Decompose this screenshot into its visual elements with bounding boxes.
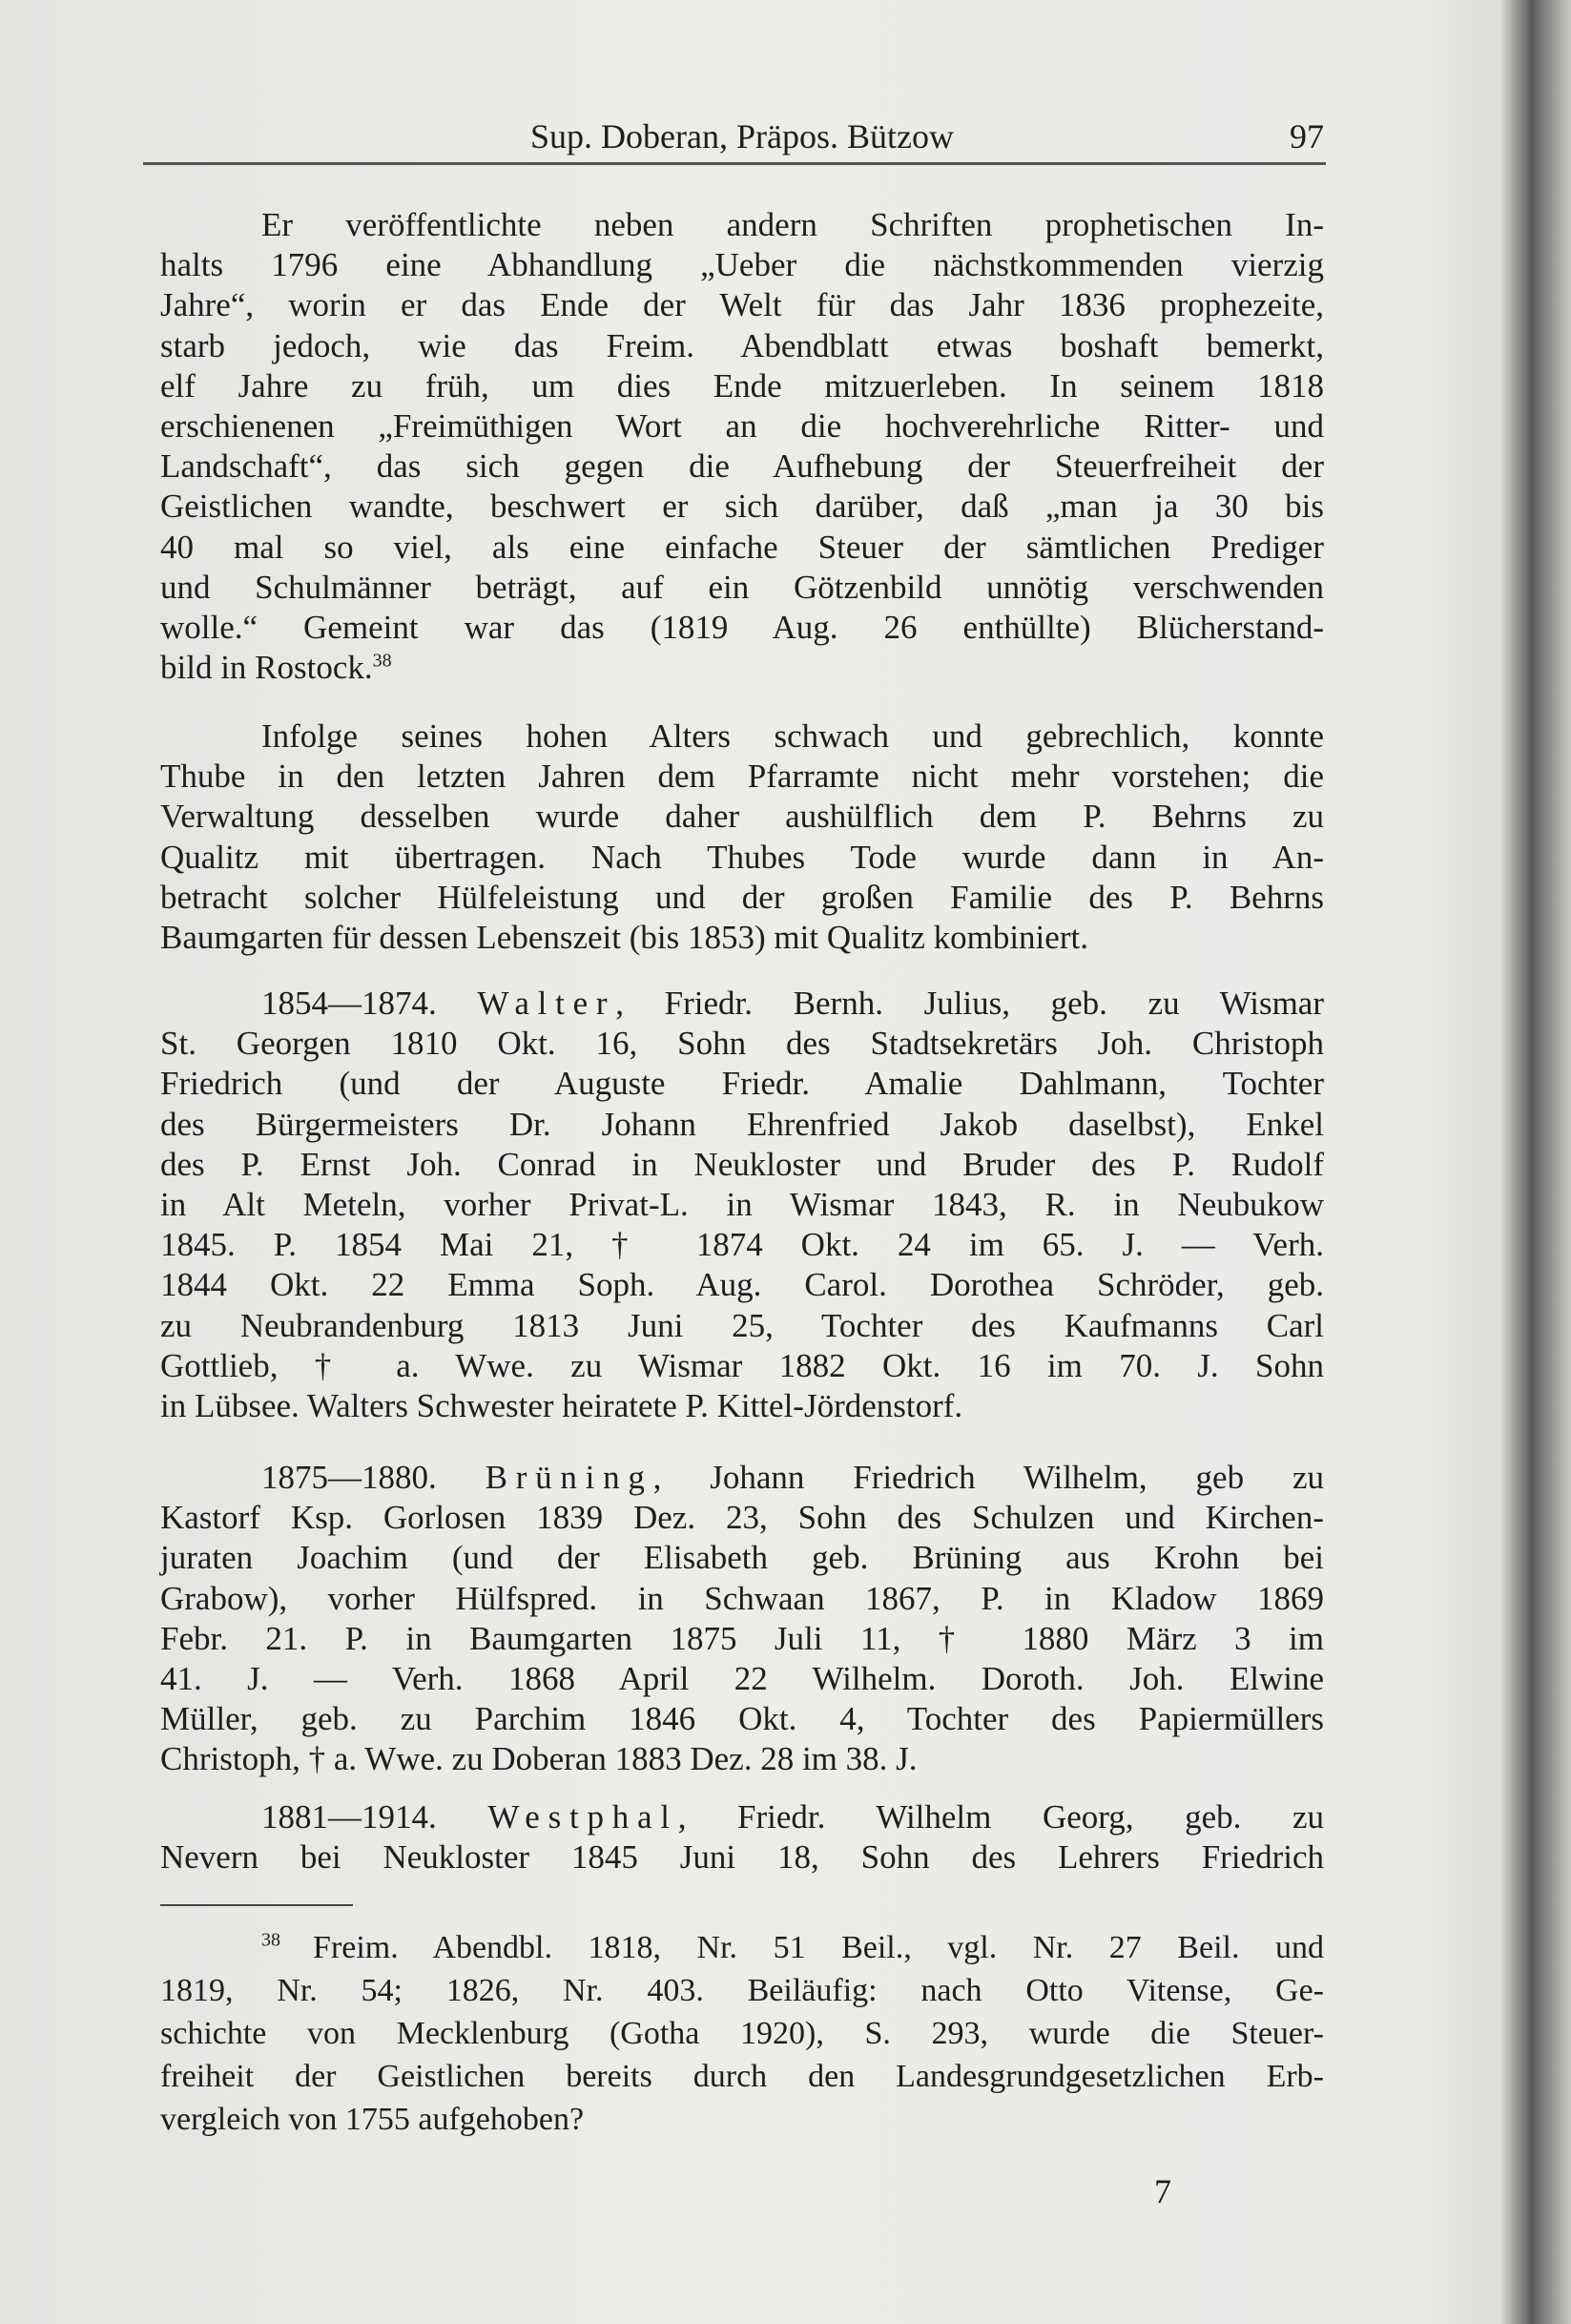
text-line [160,838,1324,878]
text-line [160,878,1324,918]
footnote-text: schichte von Mecklenburg (Gotha 1920), S. 293, wurde die Steuer- [160,2016,1324,2051]
line-text: Geistlichen wandte, beschwert er sich darüber, daß „man ja 30 bis [160,488,1324,526]
text-line [160,1185,1324,1225]
text-line [160,366,1324,406]
text-line [160,446,1324,487]
text-line [160,716,1324,757]
text-line [160,406,1324,446]
running-header [160,116,1324,158]
line-text: in Alt Meteln, vorher Privat-L. in Wismar 1843, R. in Neubukow [160,1185,1324,1223]
entry-name: Westphal [487,1798,678,1836]
entry-years: 1881—1914. [261,1798,437,1836]
line-text: Er veröffentlichte neben andern Schriften prophetischen In- [261,206,1324,243]
paragraph-1 [160,205,1324,688]
line-text: Kastorf Ksp. Gorlosen 1839 Dez. 23, Sohn des Schulzen und Kirchen- [160,1499,1324,1537]
line-text: und Schulmänner beträgt, auf ein Götzenbild unnötig verschwenden [160,568,1324,606]
text-line [160,757,1324,797]
text-line [160,1458,1324,1498]
line-text: 1844 Okt. 22 Emma Soph. Aug. Carol. Dorothea Schröder, geb. [160,1266,1324,1304]
signature-mark: 7 [1154,2172,1171,2210]
line-text: St. Georgen 1810 Okt. 16, Sohn des Stadtsekretärs Joh. Christoph [160,1025,1324,1063]
line-text: starb jedoch, wie das Freim. Abendblatt etwas boshaft bemerkt, [160,326,1324,364]
text-line [160,326,1324,366]
text-line [160,1579,1324,1619]
line-text: des P. Ernst Joh. Conrad in Neukloster und Bruder des P. Rudolf [160,1145,1324,1183]
text-line [160,1619,1324,1659]
text-line [160,1797,1324,1837]
line-text: halts 1796 eine Abhandlung „Ueber die nächstkommenden vierzig [160,246,1324,284]
line-text: 41. J. — Verh. 1868 April 22 Wilhelm. Doroth. Joh. Elwine [160,1659,1324,1697]
line-text: Landschaft“, das sich gegen die Aufhebung der Steuerfreiheit der [160,447,1324,486]
line-text: in Lübsee. Walters Schwester heiratete P. Kittel-Jördenstorf. [160,1386,963,1424]
line-text: , Friedr. Wilhelm Georg, geb. zu [677,1798,1324,1836]
text-line [160,984,1324,1024]
footnote-line [160,2012,1324,2055]
page-number: 97 [1290,117,1324,156]
entry-walter [160,984,1324,1426]
line-text: Febr. 21. P. in Baumgarten 1875 Juli 11, † 1880 März 3 im [160,1619,1324,1657]
footnote-text: vergleich von 1755 aufgehoben? [160,2102,585,2137]
line-text: des Bürgermeisters Dr. Johann Ehrenfried Jakob daselbst), Enkel [160,1105,1324,1143]
text-line [160,1699,1324,1739]
footnote-text: Freim. Abendbl. 1818, Nr. 51 Beil., vgl. Nr. 27 Beil. und [313,1930,1324,1965]
line-text: 1845. P. 1854 Mai 21, † 1874 Okt. 24 im 65. J. — Verh. [160,1226,1324,1264]
line-text: Gottlieb, † a. Wwe. zu Wismar 1882 Okt. 16 im 70. J. Sohn [160,1346,1324,1384]
text-line [160,797,1324,837]
line-text: Infolge seines hohen Alters schwach und gebrechlich, konnte [261,717,1324,755]
entry-years: 1875—1880. [261,1459,437,1496]
entry-westphal [160,1797,1324,1878]
text-line [160,1105,1324,1145]
text-line [160,1538,1324,1578]
line-text: zu Neubrandenburg 1813 Juni 25, Tochter des Kaufmanns Carl [160,1306,1324,1344]
footnote-number: 38 [261,1929,314,1951]
footnote-rule [160,1904,353,1906]
header-rule [143,162,1326,165]
text-line [160,205,1324,245]
footnote-line [160,2098,1324,2141]
text-line [160,245,1324,285]
entry-name: Brüning [485,1459,653,1496]
text-line [160,1346,1324,1386]
text-line [160,487,1324,527]
text-line [160,648,1324,688]
text-line [160,528,1324,568]
text-line [160,608,1324,648]
line-text: , Johann Friedrich Wilhelm, geb zu [652,1459,1325,1496]
line-text: Nevern bei Neukloster 1845 Juni 18, Sohn des Lehrers Friedrich [160,1838,1324,1877]
text-line [160,1145,1324,1185]
text-line [160,918,1324,958]
text-line [160,1064,1324,1104]
entry-bruening [160,1458,1324,1780]
line-text: juraten Joachim (und der Elisabeth geb. Brüning aus Krohn bei [160,1539,1324,1577]
text-line [160,1659,1324,1699]
text-line [160,1739,1324,1779]
line-text: bild in Rostock. [160,649,373,687]
footnote-ref[interactable]: 38 [372,650,392,672]
line-text: elf Jahre zu früh, um dies Ende mitzuerleben. In seinem 1818 [160,366,1324,405]
line-text: Müller, geb. zu Parchim 1846 Okt. 4, Tochter des Papiermüllers [160,1700,1324,1738]
line-text: 40 mal so viel, als eine einfache Steuer der sämtlichen Prediger [160,528,1324,566]
text-line [160,285,1324,325]
line-text: Verwaltung desselben wurde daher aushülflich dem P. Behrns zu [160,798,1324,836]
text-line [160,568,1324,608]
line-text: Grabow), vorher Hülfspred. in Schwaan 1867, P. in Kladow 1869 [160,1579,1324,1617]
line-text: wolle.“ Gemeint war das (1819 Aug. 26 enthüllte) Blücherstand- [160,608,1324,646]
line-text: Thube in den letzten Jahren dem Pfarramte nicht mehr vorstehen; die [160,757,1324,796]
text-line [160,1024,1324,1064]
footnote-text: freiheit der Geistlichen bereits durch den Landesgrundgesetzlichen Erb- [160,2059,1324,2094]
line-text: erschienenen „Freimüthigen Wort an die hochverehrliche Ritter- und [160,406,1324,445]
footnote-line [160,1969,1324,2012]
line-text: Jahre“, worin er das Ende der Welt für das Jahr 1836 prophezeite, [160,286,1324,324]
running-title: Sup. Doberan, Präpos. Bützow [530,117,954,156]
text-line [160,1306,1324,1346]
paragraph-2 [160,716,1324,958]
line-text: Christoph, † a. Wwe. zu Doberan 1883 Dez. 28 im 38. J. [160,1740,918,1778]
line-text: Baumgarten für dessen Lebenszeit (bis 1853) mit Qualitz kombiniert. [160,918,1088,956]
entry-years: 1854—1874. [261,985,437,1022]
text-line [160,1386,1324,1426]
footnote-line [160,1926,1324,1969]
text-line [160,1837,1324,1878]
text-line [160,1498,1324,1538]
line-text: Friedrich (und der Auguste Friedr. Amalie Dahlmann, Tochter [160,1065,1324,1103]
text-line [160,1225,1324,1265]
footnote-line [160,2055,1324,2098]
footnote-text: 1819, Nr. 54; 1826, Nr. 403. Beiläufig: nach Otto Vitense, Ge- [160,1973,1324,2008]
text-line [160,1265,1324,1305]
line-text: Qualitz mit übertragen. Nach Thubes Tode wurde dann in An- [160,838,1324,876]
entry-name: Walter [477,985,616,1022]
line-text: betracht solcher Hülfeleistung und der großen Familie des P. Behrns [160,878,1324,916]
footnote [160,1926,1324,2141]
line-text: , Friedr. Bernh. Julius, geb. zu Wismar [615,985,1324,1022]
